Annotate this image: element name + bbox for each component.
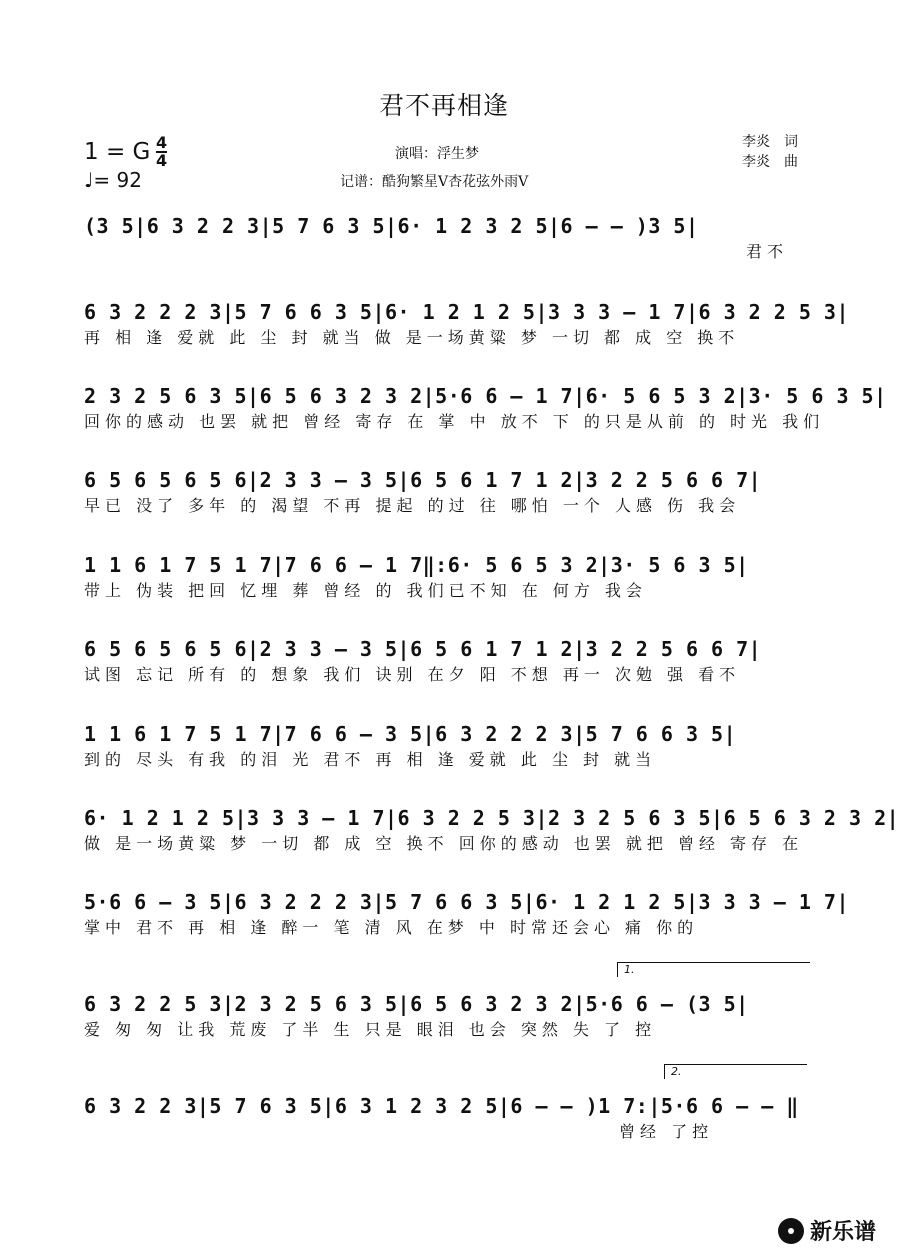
lyrics-line: 回你的感动 也罢 就把 曾经 寄存 在 掌 中 放不 下 的只是从前 的 时光 我们 [84, 412, 825, 431]
volta-first-ending: 1. [617, 962, 810, 977]
score-title: 君不再相逢 [378, 91, 509, 120]
score-system-11 [84, 1082, 808, 1146]
score-system-1 [84, 202, 808, 266]
credits-block [340, 140, 528, 196]
score-system-9 [84, 878, 850, 942]
lyrics-line: 做 是一场黄粱 梦 一切 都 成 空 换不 回你的感动 也罢 就把 曾经 寄存 在 [84, 834, 804, 853]
lyrics-line: 再 相 逢 爱就 此 尘 封 就当 做 是一场黄粱 梦 一切 都 成 空 换不 [84, 328, 740, 347]
tempo-marking: ♩= 92 [84, 168, 142, 192]
time-signature-bottom: 4 [156, 151, 168, 170]
volta-second-ending: 2. [664, 1064, 807, 1079]
score-system-7 [84, 710, 808, 774]
time-signature-top: 4 [156, 133, 168, 152]
logo-text: 新乐谱 [809, 1220, 876, 1245]
time-signature [156, 135, 167, 169]
key-tempo-block [84, 133, 168, 194]
notation-line: 6 3 2 2 3|5 7 6 3 5|6 3 1 2 3 2 5|6 – – )1 7:|5·6 6 – – ‖ [84, 1094, 799, 1118]
notation-line: 6 5 6 5 6 5 6|2 3 3 – 3 5|6 5 6 1 7 1 2|3 2 2 5 6 6 7| [84, 468, 762, 492]
lyrics-line: 试图 忘记 所有 的 想象 我们 诀别 在夕 阳 不想 再一 次勉 强 看不 [84, 665, 741, 684]
notation-line: 2 3 2 5 6 3 5|6 5 6 3 2 3 2|5·6 6 – 1 7|6· 5 6 5 3 2|3· 5 6 3 5| [84, 384, 887, 408]
notation-line: 1 1 6 1 7 5 1 7|7 6 6 – 3 5|6 3 2 2 2 3|5 7 6 6 3 5| [84, 722, 737, 746]
lyricist-credit: 李炎 词 [742, 134, 798, 150]
score-system-5 [84, 541, 808, 605]
composer-credit: 李炎 曲 [742, 154, 798, 170]
lyrics-line: 君不 [745, 242, 788, 261]
singer-credit: 演唱：浮生梦 [395, 146, 479, 162]
transcriber-credit: 记谱：酷狗繁星V杏花弦外雨V [340, 174, 529, 190]
notation-line: (3 5|6 3 2 2 3|5 7 6 3 5|6· 1 2 3 2 5|6 – – )3 5| [84, 214, 699, 238]
authors-block [742, 132, 798, 172]
score-system-2 [84, 288, 850, 352]
score-system-6 [84, 625, 808, 689]
notation-line: 6 5 6 5 6 5 6|2 3 3 – 3 5|6 5 6 1 7 1 2|3 2 2 5 6 6 7| [84, 637, 762, 661]
notation-line: 5·6 6 – 3 5|6 3 2 2 2 3|5 7 6 6 3 5|6· 1 2 1 2 5|3 3 3 – 1 7| [84, 890, 850, 914]
lyrics-line: 曾经 了控 [619, 1122, 714, 1141]
notation-line: 6 3 2 2 5 3|2 3 2 5 6 3 5|6 5 6 3 2 3 2|5·6 6 – (3 5| [84, 992, 749, 1016]
site-logo [778, 1215, 876, 1246]
lyrics-line: 到的 尽头 有我 的泪 光 君不 再 相 逢 爱就 此 尘 封 就当 [84, 750, 657, 769]
score-system-3 [84, 372, 887, 436]
lyrics-line: 爱 匆 匆 让我 荒废 了半 生 只是 眼泪 也会 突然 失 了 控 [84, 1020, 657, 1039]
score-system-8 [84, 794, 899, 858]
lyrics-line: 掌中 君不 再 相 逢 醉一 笔 清 风 在梦 中 时常还会心 痛 你的 [84, 918, 699, 937]
notation-line: 6 3 2 2 2 3|5 7 6 6 3 5|6· 1 2 1 2 5|3 3 3 – 1 7|6 3 2 2 5 3| [84, 300, 850, 324]
key-signature: 1 = G [84, 139, 151, 165]
lyrics-line: 早已 没了 多年 的 渴望 不再 提起 的过 往 哪怕 一个 人感 伤 我会 [84, 496, 741, 515]
score-system-10 [84, 980, 808, 1044]
lyrics-line: 带上 伪装 把回 忆埋 葬 曾经 的 我们已不知 在 何方 我会 [84, 581, 647, 600]
notation-line: 6· 1 2 1 2 5|3 3 3 – 1 7|6 3 2 2 5 3|2 3 2 5 6 3 5|6 5 6 3 2 3 2| [84, 806, 899, 830]
score-system-4 [84, 456, 808, 520]
notation-line: 1 1 6 1 7 5 1 7|7 6 6 – 1 7‖:6· 5 6 5 3 2|3· 5 6 3 5| [84, 553, 749, 577]
record-disc-icon [778, 1218, 804, 1244]
